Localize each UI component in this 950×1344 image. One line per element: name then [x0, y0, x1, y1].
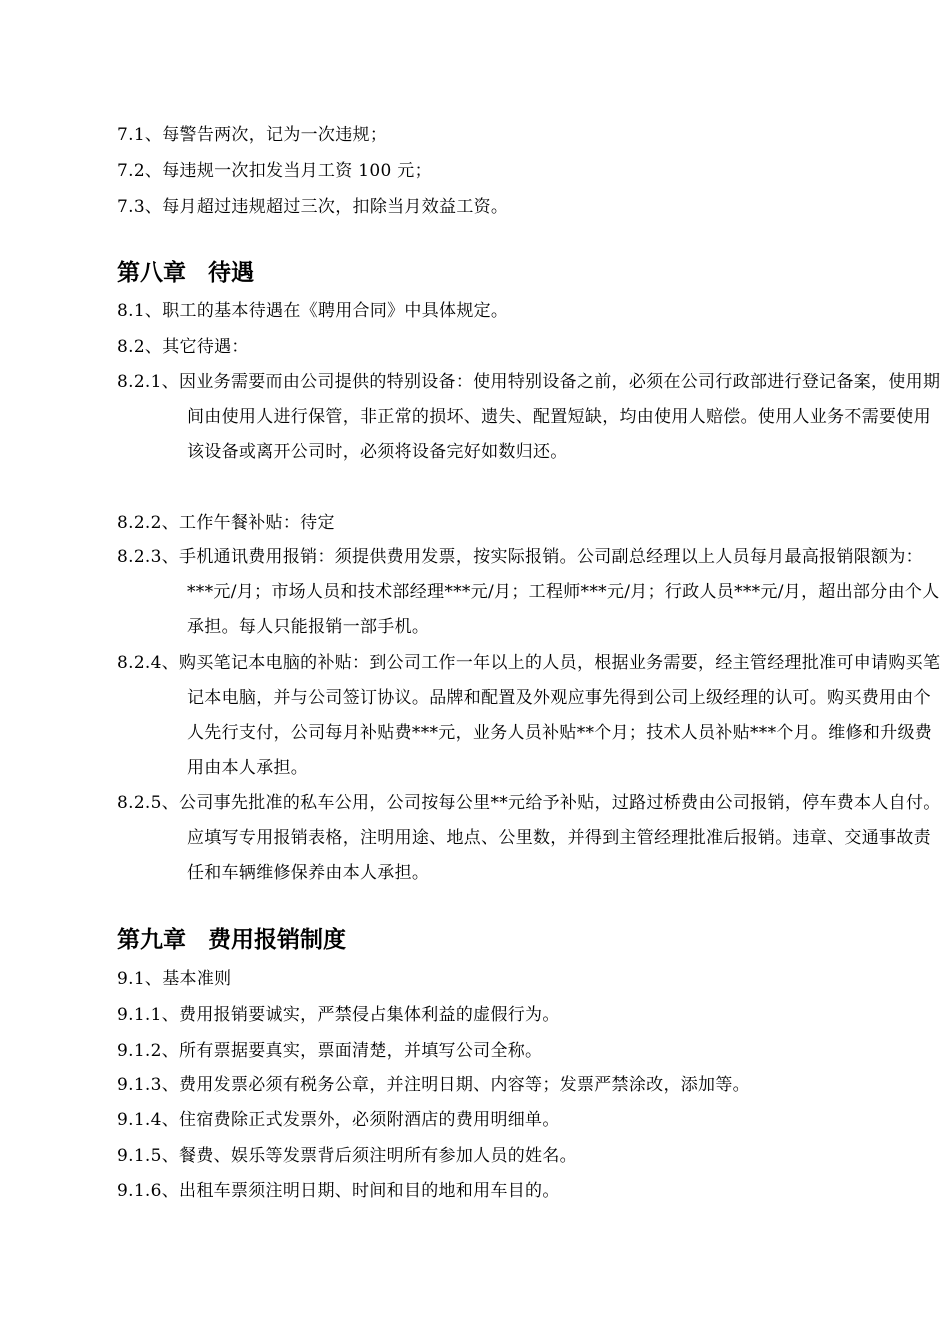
item-9-1-5: 9.1.5、餐费、娱乐等发票背后须注明所有参加人员的姓名。 — [117, 1146, 577, 1166]
item-9-1-4: 9.1.4、住宿费除正式发票外，必须附酒店的费用明细单。 — [117, 1110, 560, 1130]
chapter-9-number: 第九章 — [117, 927, 186, 953]
item-9-1: 9.1、基本准则 — [117, 969, 232, 989]
item-8-2-3: 8.2.3、手机通讯费用报销：须提供费用发票，按实际报销。公司副总经理以上人员每月最高报销限额为：***元/月；市场人员和技术部经理***元/月；工程师***元/月；行政人员***元/月，超出部分由个人承担。每人只能报销一部手机。 — [117, 547, 940, 637]
chapter-9-title: 费用报销制度 — [208, 927, 346, 953]
item-9-1-6: 9.1.6、出租车票须注明日期、时间和目的地和用车目的。 — [117, 1181, 560, 1201]
chapter-8-title: 待遇 — [208, 260, 254, 286]
chapter-8-number: 第八章 — [117, 260, 186, 286]
item-8-2: 8.2、其它待遇： — [117, 337, 249, 357]
item-8-2-4: 8.2.4、购买笔记本电脑的补贴：到公司工作一年以上的人员，根据业务需要，经主管经理批准可申请购买笔记本电脑，并与公司签订协议。品牌和配置及外观应事先得到公司上级经理的认可。购买费用由个人先行支付，公司每月补贴费***元，业务人员补贴**个月；技术人员补贴***个月。维修和升级费用由本人承担。 — [117, 653, 941, 778]
item-8-1: 8.1、职工的基本待遇在《聘用合同》中具体规定。 — [117, 301, 509, 321]
rule-7-2: 7.2、每违规一次扣发当月工资 100 元； — [117, 161, 432, 181]
item-8-2-5: 8.2.5、公司事先批准的私车公用，公司按每公里**元给予补贴，过路过桥费由公司报销，停车费本人自付。应填写专用报销表格，注明用途、地点、公里数，并得到主管经理批准后报销。违章、交通事故责任和车辆维修保养由本人承担。 — [117, 793, 941, 883]
chapter-8-heading — [117, 258, 254, 288]
rule-7-1: 7.1、每警告两次，记为一次违规； — [117, 125, 388, 145]
item-9-1-3: 9.1.3、费用发票必须有税务公章，并注明日期、内容等；发票严禁涂改，添加等。 — [117, 1075, 750, 1095]
item-8-2-1: 8.2.1、因业务需要而由公司提供的特别设备：使用特别设备之前，必须在公司行政部进行登记备案，使用期间由使用人进行保管，非正常的损坏、遗失、配置短缺，均由使用人赔偿。使用人业务不需要使用该设备或离开公司时，必须将设备完好如数归还。 — [117, 372, 941, 462]
rule-7-3: 7.3、每月超过违规超过三次，扣除当月效益工资。 — [117, 197, 509, 217]
item-9-1-1: 9.1.1、费用报销要诚实，严禁侵占集体利益的虚假行为。 — [117, 1005, 560, 1025]
item-8-2-2: 8.2.2、工作午餐补贴：待定 — [117, 513, 335, 533]
chapter-9-heading — [117, 925, 346, 955]
item-9-1-2: 9.1.2、所有票据要真实，票面清楚，并填写公司全称。 — [117, 1041, 543, 1061]
